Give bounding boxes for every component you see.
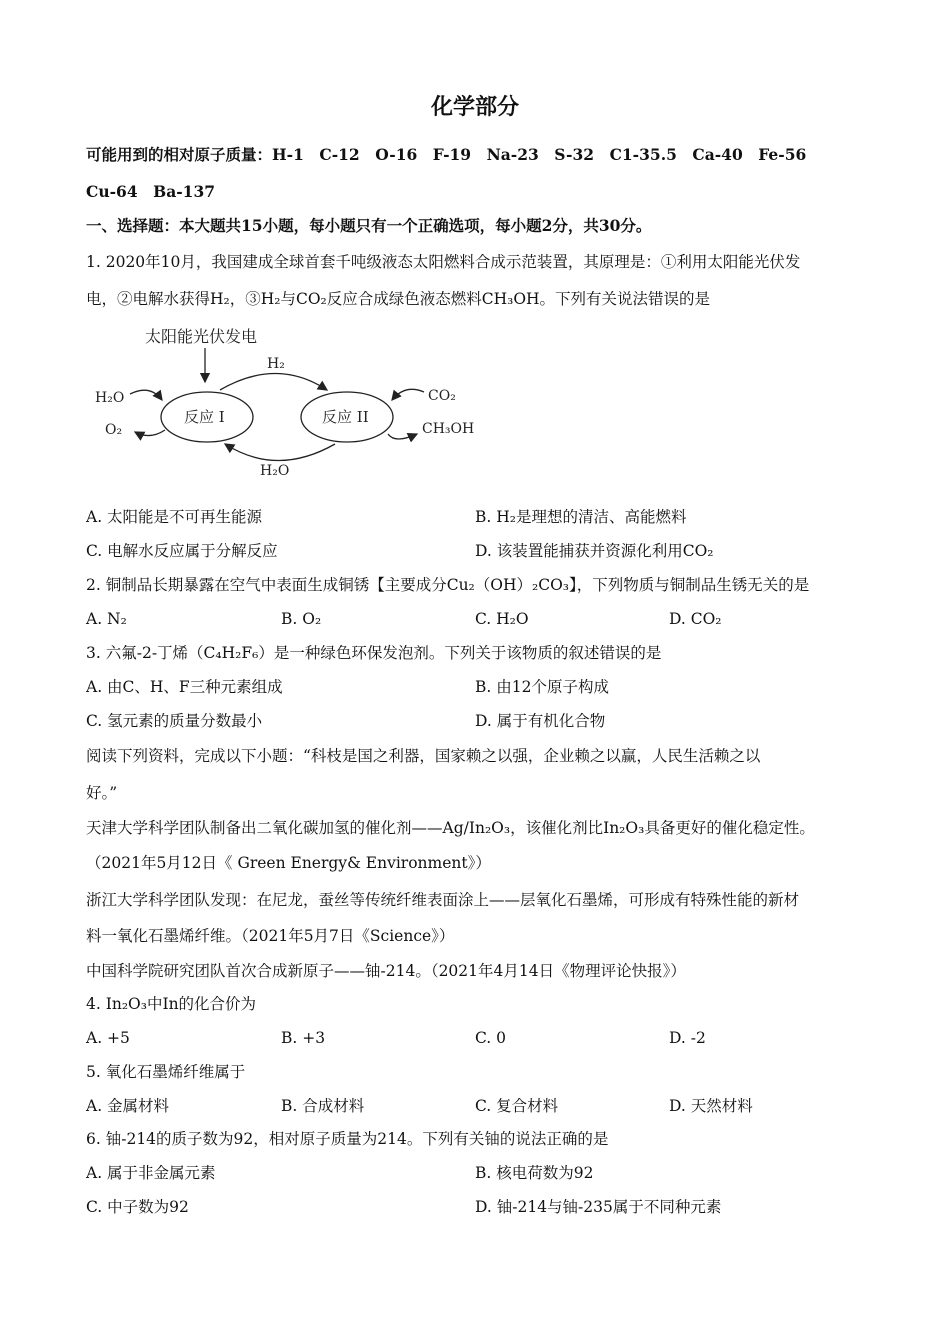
h2-label: H₂: [267, 356, 285, 372]
solar-label: 太阳能光伏发电: [145, 327, 258, 346]
q6-option-d: D. 铀-214与铀-235属于不同种元素: [475, 1198, 722, 1216]
q1-stem: 1. 2020年10月，我国建成全球首套千吨级液态太阳燃料合成示范装置，其原理是：①利用太阳能光伏发: [86, 253, 801, 271]
q3-option-a: A. 由C、H、F三种元素组成: [86, 678, 283, 696]
atomic-masses-cont: Cu-64 Ba-137: [86, 182, 216, 201]
reading-para-3: 中国科学院研究团队首次合成新原子——铀-214。（2021年4月14日《物理评论快报》）: [86, 962, 686, 980]
ch3oh-out-label: CH₃OH: [422, 421, 475, 437]
q4-option-d: D. -2: [669, 1029, 706, 1047]
q4-option-a: A. +5: [86, 1029, 130, 1047]
q1-stem-cont: 电，②电解水获得H₂，③H₂与CO₂反应合成绿色液态燃料CH₃OH。下列有关说法错误的是: [86, 290, 711, 308]
reaction1-label: 反应 I: [184, 408, 225, 426]
q3-stem: 3. 六氟-2-丁烯（C₄H₂F₆）是一种绿色环保发泡剂。下列关于该物质的叙述错误的是: [86, 644, 662, 662]
section-heading: 一、选择题：本大题共15小题，每小题只有一个正确选项，每小题2分，共30分。: [86, 216, 652, 235]
q4-option-b: B. +3: [281, 1029, 326, 1047]
h2o-in-label: H₂O: [95, 390, 125, 406]
co2-in-label: CO₂: [428, 388, 456, 404]
q6-stem: 6. 铀-214的质子数为92，相对原子质量为214。下列有关铀的说法正确的是: [86, 1130, 609, 1148]
q6-option-b: B. 核电荷数为92: [475, 1164, 594, 1182]
q1-option-c: C. 电解水反应属于分解反应: [86, 542, 278, 560]
reading-para-2-cont: 料一氧化石墨烯纤维。（2021年5月7日《Science》）: [86, 927, 455, 945]
reaction2-label: 反应 II: [322, 408, 369, 426]
q4-stem: 4. In₂O₃中In的化合价为: [86, 995, 257, 1013]
q2-option-c: C. H₂O: [475, 610, 529, 628]
q5-option-d: D. 天然材料: [669, 1097, 753, 1115]
atomic-masses: 可能用到的相对原子质量：H-1 C-12 O-16 F-19 Na-23 S-32 C1-35.5 Ca-40 Fe-56: [86, 145, 807, 164]
reading-para-2: 浙江大学科学团队发现：在尼龙，蚕丝等传统纤维表面涂上——层氧化石墨烯，可形成有特殊性能的新材: [86, 891, 800, 909]
q5-option-c: C. 复合材料: [475, 1097, 559, 1115]
reading-intro: 阅读下列资料，完成以下小题：“科枝是国之利器，国家赖之以强，企业赖之以赢，人民生活赖之以: [86, 747, 761, 765]
reading-para-1: 天津大学科学团队制备出二氧化碳加氢的催化剂——Ag/In₂O₃，该催化剂比In₂O₃具备更好的催化稳定性。: [86, 819, 815, 837]
q3-option-c: C. 氢元素的质量分数最小: [86, 712, 263, 730]
reading-intro-cont: 好。”: [86, 784, 118, 802]
q2-option-b: B. O₂: [281, 610, 322, 628]
q1-option-d: D. 该装置能捕获并资源化利用CO₂: [475, 542, 714, 560]
reading-para-1-source: （2021年5月12日《 Green Energy& Environment》）: [86, 854, 491, 872]
q4-option-c: C. 0: [475, 1029, 507, 1047]
o2-out-label: O₂: [105, 422, 123, 438]
q3-option-d: D. 属于有机化合物: [475, 712, 606, 730]
q5-option-b: B. 合成材料: [281, 1097, 365, 1115]
h2o-back-label: H₂O: [260, 463, 290, 479]
q6-option-c: C. 中子数为92: [86, 1198, 189, 1216]
q2-option-a: A. N₂: [86, 610, 127, 628]
q1-option-a: A. 太阳能是不可再生能源: [86, 508, 263, 526]
q6-option-a: A. 属于非金属元素: [86, 1164, 216, 1182]
page-title: 化学部分: [430, 95, 519, 120]
q1-option-b: B. H₂是理想的清洁、高能燃料: [475, 508, 687, 526]
q2-stem: 2. 铜制品长期暴露在空气中表面生成铜锈【主要成分Cu₂（OH）₂CO₃】，下列物质与铜制品生锈无关的是: [86, 576, 810, 594]
q5-stem: 5. 氧化石墨烯纤维属于: [86, 1063, 246, 1081]
reaction-diagram: [90, 322, 490, 482]
q2-option-d: D. CO₂: [669, 610, 722, 628]
q5-option-a: A. 金属材料: [86, 1097, 170, 1115]
q3-option-b: B. 由12个原子构成: [475, 678, 609, 696]
